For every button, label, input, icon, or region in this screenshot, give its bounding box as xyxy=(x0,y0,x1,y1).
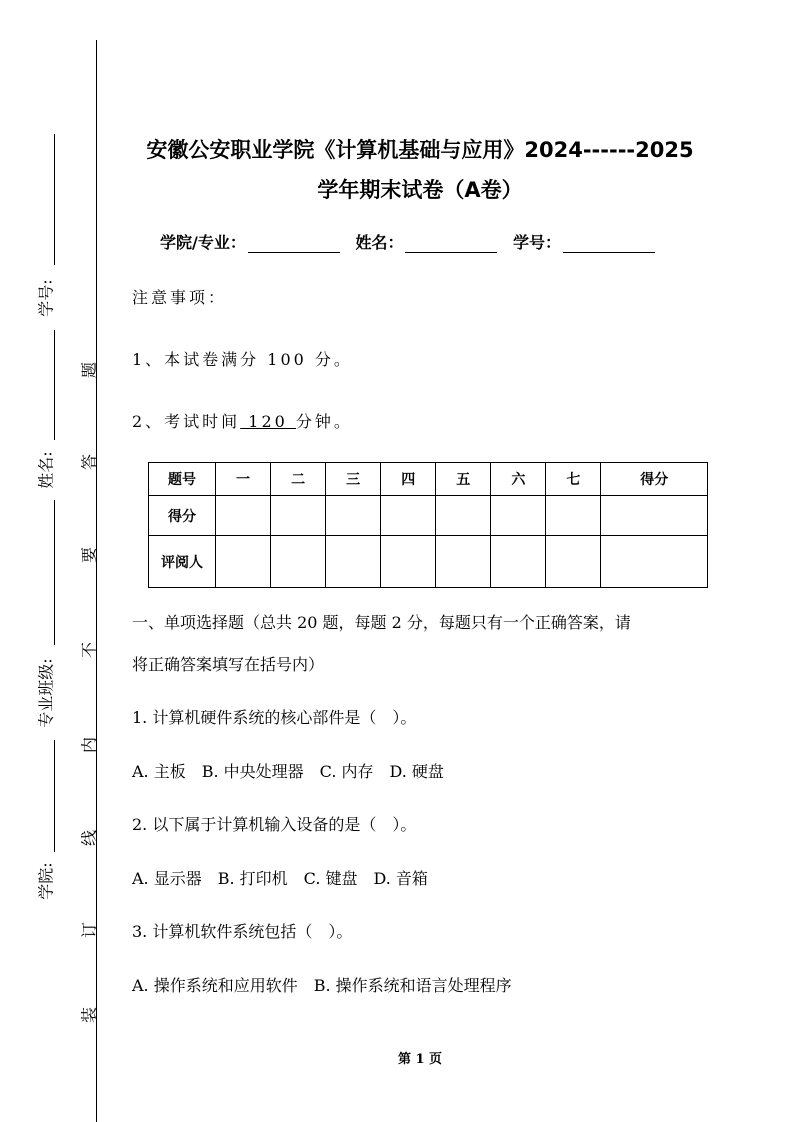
exam-title-line1: 安徽公安职业学院《计算机基础与应用》2024------2025 xyxy=(146,138,694,162)
section-heading-cont: 将正确答案填写在括号内） xyxy=(132,655,325,674)
question-1-options: A. 主板 B. 中央处理器 C. 内存 D. 硬盘 xyxy=(132,762,444,781)
exam-duration: 120 xyxy=(240,412,296,431)
note-item-2-suffix: 分钟。 xyxy=(295,412,353,431)
page-number: 第 1 页 xyxy=(397,1052,443,1067)
margin-label-name: 姓名: xyxy=(36,451,56,489)
name-blank[interactable] xyxy=(405,236,497,253)
binding-notice-char: 内 xyxy=(79,736,99,754)
binding-notice-char: 装 xyxy=(79,1006,99,1024)
notes-heading: 注意事项： xyxy=(132,288,228,307)
reviewer-cell[interactable] xyxy=(271,536,326,588)
table-header: 三 xyxy=(326,463,381,496)
table-header: 四 xyxy=(381,463,436,496)
student-info-fields xyxy=(160,230,665,253)
table-header: 五 xyxy=(436,463,491,496)
binding-line xyxy=(96,40,97,1122)
table-header: 七 xyxy=(546,463,601,496)
id-blank[interactable] xyxy=(563,236,655,253)
table-header-row xyxy=(149,463,708,496)
question-2-options: A. 显示器 B. 打印机 C. 键盘 D. 音箱 xyxy=(132,869,428,888)
score-cell[interactable] xyxy=(216,496,271,536)
section-heading: 一、单项选择题（总共 20 题，每题 2 分，每题只有一个正确答案，请 xyxy=(132,613,631,632)
score-cell[interactable] xyxy=(601,496,708,536)
reviewer-cell[interactable] xyxy=(546,536,601,588)
question-3: 3. 计算机软件系统包括（ ）。 xyxy=(132,922,353,941)
margin-field-line xyxy=(54,500,55,645)
score-cell[interactable] xyxy=(326,496,381,536)
table-header: 得分 xyxy=(601,463,708,496)
binding-notice-char: 不 xyxy=(79,641,99,659)
note-item-1: 1、本试卷满分 100 分。 xyxy=(132,350,353,369)
row-label: 得分 xyxy=(149,496,216,536)
binding-notice-char: 要 xyxy=(79,546,99,564)
reviewer-cell[interactable] xyxy=(326,536,381,588)
table-row xyxy=(149,496,708,536)
reviewer-cell[interactable] xyxy=(436,536,491,588)
score-cell[interactable] xyxy=(491,496,546,536)
question-3-options: A. 操作系统和应用软件 B. 操作系统和语言处理程序 xyxy=(132,976,512,995)
exam-title-line2: 学年期末试卷（A卷） xyxy=(317,178,523,202)
score-cell[interactable] xyxy=(436,496,491,536)
row-label: 评阅人 xyxy=(149,536,216,588)
table-header: 二 xyxy=(271,463,326,496)
reviewer-cell[interactable] xyxy=(601,536,708,588)
score-cell[interactable] xyxy=(271,496,326,536)
margin-label-college: 学院: xyxy=(36,862,56,900)
score-table xyxy=(148,462,708,588)
table-row xyxy=(149,536,708,588)
college-label: 学院/专业： xyxy=(160,233,246,252)
table-header: 一 xyxy=(216,463,271,496)
binding-notice-char: 题 xyxy=(79,361,99,379)
table-header: 六 xyxy=(491,463,546,496)
binding-notice-char: 线 xyxy=(79,829,99,847)
id-label: 学号： xyxy=(513,233,562,252)
name-label: 姓名： xyxy=(355,233,404,252)
score-cell[interactable] xyxy=(546,496,601,536)
reviewer-cell[interactable] xyxy=(381,536,436,588)
reviewer-cell[interactable] xyxy=(216,536,271,588)
note-item-2-prefix: 2、考试时间 xyxy=(132,412,241,431)
binding-notice-char: 订 xyxy=(79,921,99,939)
margin-field-line xyxy=(54,330,55,440)
note-item-2 xyxy=(132,409,353,432)
margin-field-line xyxy=(54,134,55,265)
score-cell[interactable] xyxy=(381,496,436,536)
table-header: 题号 xyxy=(149,463,216,496)
margin-label-class: 专业班级: xyxy=(36,658,56,728)
question-1: 1. 计算机硬件系统的核心部件是（ ）。 xyxy=(132,708,417,727)
question-2: 2. 以下属于计算机输入设备的是（ ）。 xyxy=(132,815,417,834)
margin-label-id: 学号: xyxy=(36,279,56,317)
reviewer-cell[interactable] xyxy=(491,536,546,588)
binding-notice-char: 答 xyxy=(79,453,99,471)
margin-field-line xyxy=(54,740,55,852)
college-blank[interactable] xyxy=(248,236,340,253)
